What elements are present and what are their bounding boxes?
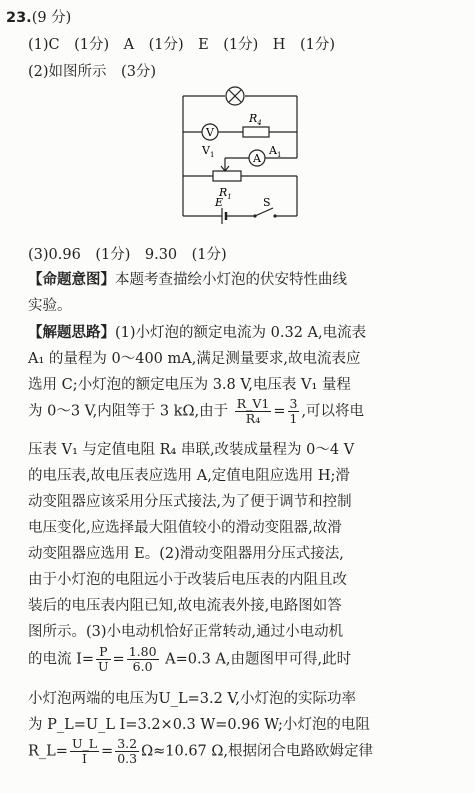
answer-part-1: (1)C (1分) A (1分) E (1分) H (1分) bbox=[28, 37, 335, 53]
answer-part-3: (3)0.96 (1分) 9.30 (1分) bbox=[28, 247, 227, 263]
ammeter-letter: A bbox=[253, 152, 261, 165]
resistance-value-fraction bbox=[115, 737, 139, 766]
fraction-num: 3.2 bbox=[117, 736, 138, 751]
fraction-den: 6.0 bbox=[132, 659, 153, 674]
switch-contact bbox=[273, 214, 276, 217]
emf-label: E bbox=[215, 196, 224, 209]
approach-text-13a: 的电流 I= bbox=[28, 651, 94, 668]
current-value-fraction bbox=[127, 645, 159, 674]
fraction-den: 0.3 bbox=[117, 751, 138, 766]
equals-sign: = bbox=[112, 651, 125, 668]
circuit-diagram bbox=[175, 84, 315, 234]
approach-line-4 bbox=[28, 397, 364, 426]
approach-line-12: 图所示。(3)小电动机恰好正常转动,通过小电动机 bbox=[28, 624, 344, 640]
fraction-num: 1.80 bbox=[128, 644, 157, 659]
approach-text-16b: Ω≈10.67 Ω,根据闭合电路欧姆定律 bbox=[141, 743, 374, 760]
switch-pivot bbox=[253, 214, 256, 217]
fraction-num: U_L bbox=[71, 736, 98, 751]
equals-sign: = bbox=[273, 403, 286, 420]
fraction-den: I bbox=[82, 751, 87, 766]
approach-line-10: 由于小灯泡的电阻远小于改装后电压表的内阻且改 bbox=[28, 572, 347, 588]
equals-sign: = bbox=[101, 743, 114, 760]
approach-line-2: A₁ 的量程为 0～400 mA,满足测量要求,故电流表应 bbox=[28, 351, 361, 367]
approach-text-4b: ,可以将电 bbox=[301, 403, 365, 420]
resistance-fraction bbox=[70, 737, 99, 766]
r1-label: $R_1$ bbox=[219, 186, 232, 201]
approach-line-11: 装后的电压表内阻已知,故电流表外接,电路图如答 bbox=[28, 598, 342, 614]
approach-line-13 bbox=[28, 645, 351, 674]
approach-label: 【解题思路】 bbox=[28, 325, 115, 341]
intent-line-1 bbox=[28, 268, 347, 289]
switch-label: S bbox=[263, 196, 271, 209]
approach-line-15: 为 P_L=U_L I=3.2×0.3 W=0.96 W;小灯泡的电阻 bbox=[28, 717, 370, 733]
approach-text-13b: A=0.3 A,由题图甲可得,此时 bbox=[165, 651, 352, 668]
approach-line-5: 压表 V₁ 与定值电阻 R₄ 串联,改装成量程为 0～4 V bbox=[28, 442, 355, 458]
approach-line-16 bbox=[28, 737, 373, 766]
question-header bbox=[6, 6, 71, 27]
ratio-value-fraction bbox=[288, 397, 300, 426]
approach-text-4a: 为 0～3 V,内阻等于 3 kΩ,由于 bbox=[28, 403, 229, 420]
fraction-num: 3 bbox=[289, 396, 298, 411]
answer-part-2: (2)如图所示 (3分) bbox=[28, 64, 157, 80]
voltmeter-letter: V bbox=[206, 126, 214, 139]
voltmeter-label: $V_1$ bbox=[202, 144, 215, 159]
approach-line-14: 小灯泡两端的电压为U_L=3.2 V,小灯泡的实际功率 bbox=[28, 691, 356, 707]
fraction-den: R₄ bbox=[245, 411, 261, 426]
intent-label: 【命题意图】 bbox=[28, 272, 115, 288]
approach-line-3: 选用 C;小灯泡的额定电压为 3.8 V,电压表 V₁ 量程 bbox=[28, 377, 351, 393]
intent-text-1: 本题考查描绘小灯泡的伏安特性曲线 bbox=[115, 272, 347, 288]
approach-line-8: 电压变化,应选择最大阻值较小的滑动变阻器,故滑 bbox=[28, 520, 342, 536]
question-number: 23. bbox=[6, 10, 32, 26]
fraction-num: R_V1 bbox=[236, 396, 270, 411]
approach-text-16a: R_L= bbox=[28, 743, 68, 760]
question-score: (9 分) bbox=[31, 10, 72, 26]
approach-line-6: 的电压表,故电压表应选用 A,定值电阻应选用 H;滑 bbox=[28, 468, 350, 484]
fraction-den: U bbox=[98, 659, 109, 674]
approach-line-9: 动变阻器应选用 E。(2)滑动变阻器用分压式接法, bbox=[28, 546, 344, 562]
approach-line-7: 动变阻器应该采用分压式接法,为了便于调节和控制 bbox=[28, 494, 352, 510]
intent-line-2: 实验。 bbox=[28, 298, 72, 314]
lamp-symbol bbox=[226, 87, 244, 105]
ratio-fraction bbox=[235, 397, 272, 426]
current-fraction bbox=[96, 645, 111, 674]
fraction-den: 1 bbox=[289, 411, 298, 426]
approach-text-1: (1)小灯泡的额定电流为 0.32 A,电流表 bbox=[115, 325, 367, 341]
fraction-num: P bbox=[96, 645, 111, 660]
approach-line-1 bbox=[28, 321, 366, 342]
ammeter-label: $A_1$ bbox=[269, 144, 282, 159]
r4-label: $R_4$ bbox=[249, 112, 262, 127]
